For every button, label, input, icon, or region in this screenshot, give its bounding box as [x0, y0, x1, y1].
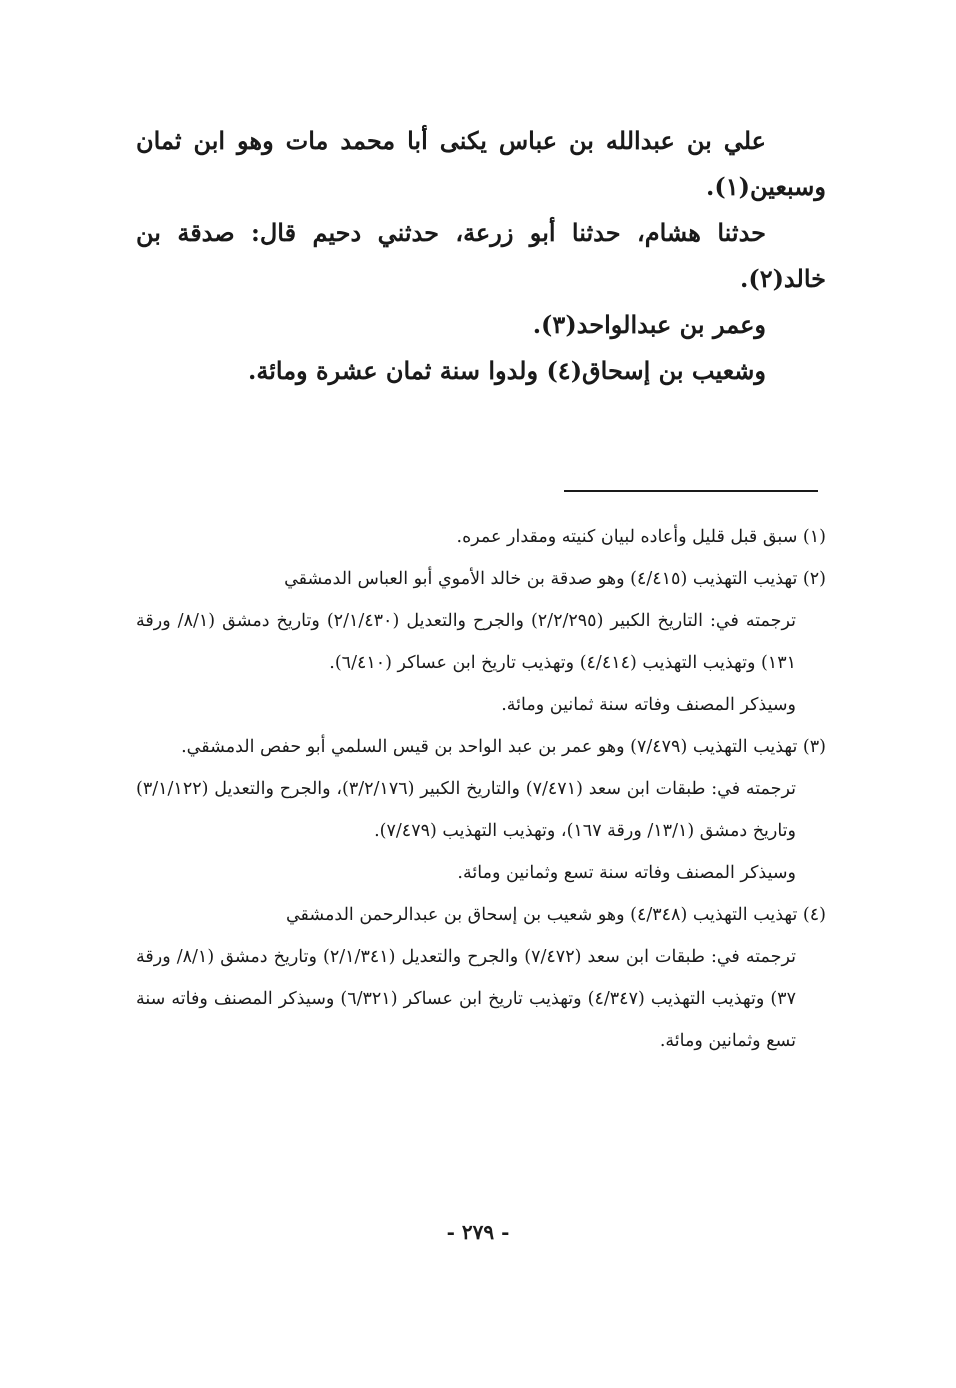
page-number: - ٢٧٩ -: [446, 1220, 510, 1244]
footnote-1: (١) سبق قبل قليل وأعاده لبيان كنيته ومقدار عمره.: [456, 527, 826, 547]
footnote-2-head: (٢) تهذيب التهذيب (٤/٤١٥) وهو صدقة بن خالد الأموي أبو العباس الدمشقي: [284, 569, 826, 589]
paragraph-2: حدثنا هشام، حدثنا أبو زرعة، حدثني دحيم قال: صدقة بن خالد(٢).: [136, 218, 826, 293]
footnote-separator: [564, 490, 818, 492]
footnote-2-note: وسيذكر المصنف وفاته سنة ثمانين ومائة.: [501, 695, 796, 715]
footnote-4-head: (٤) تهذيب التهذيب (٤/٣٤٨) وهو شعيب بن إسحاق بن عبدالرحمن الدمشقي: [285, 905, 826, 925]
paragraph-1: علي بن عبدالله بن عباس يكنى أبا محمد مات وهو ابن ثمان وسبعين(١).: [136, 126, 826, 201]
footnote-3-head: (٣) تهذيب التهذيب (٧/٤٧٩) وهو عمر بن عبد الواحد بن قيس السلمي أبو حفص الدمشقي.: [181, 737, 826, 757]
footnotes: [136, 516, 826, 1062]
main-text: [136, 118, 826, 394]
footnote-3-note: وسيذكر المصنف وفاته سنة تسع وثمانين ومائة.: [457, 863, 796, 883]
footnote-4-body: ترجمته في: طبقات ابن سعد (٧/٤٧٢) والجرح والتعديل (٢/١/٣٤١) وتاريخ دمشق (٨/١/ ورقة ٣٧) وتهذيب التهذيب (٤/٣٤٧) وتهذيب تاريخ ابن عساكر (٦/٣٢١) وسيذكر المصنف وفاته سنة تسع وثمانين ومائة.: [136, 947, 796, 1051]
paragraph-3: وعمر بن عبدالواحد(٣).: [532, 310, 766, 339]
footnote-2-body: ترجمته في: التاريخ الكبير (٢/٢/٢٩٥) والجرح والتعديل (٢/١/٤٣٠) وتاريخ دمشق (٨/١/ ورقة ١٣١) وتهذيب التهذيب (٤/٤١٤) وتهذيب تاريخ ابن عساكر (٦/٤١٠).: [136, 611, 796, 673]
paragraph-4: وشعيب بن إسحاق(٤) ولدوا سنة ثمان عشرة ومائة.: [247, 356, 766, 385]
footnote-3-body: ترجمته في: طبقات ابن سعد (٧/٤٧١) والتاريخ الكبير (٣/٢/١٧٦)، والجرح والتعديل (٣/١/١٢٢) وتاريخ دمشق (١٣/١/ ورقة ١٦٧)، وتهذيب التهذيب (٧/٤٧٩).: [136, 779, 797, 841]
